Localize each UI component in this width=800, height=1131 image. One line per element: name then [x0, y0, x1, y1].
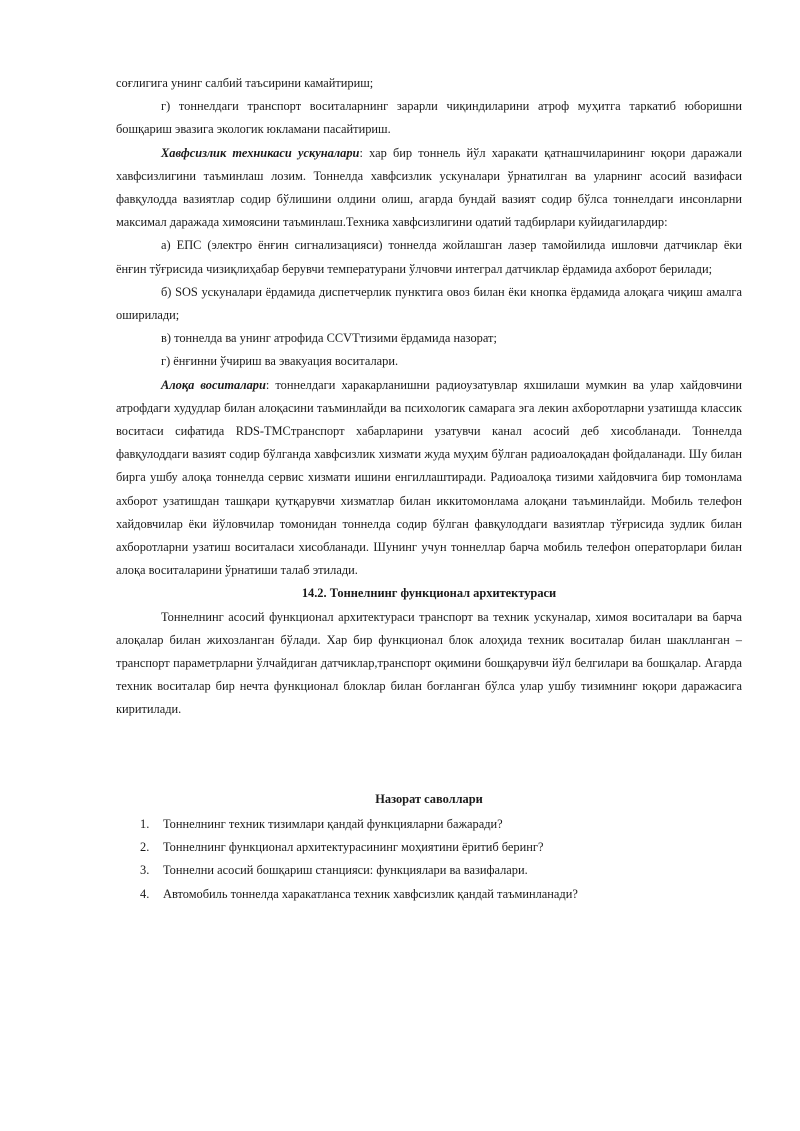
paragraph-communication	[116, 374, 742, 583]
list-item-number: 2.	[140, 840, 150, 855]
list-item-text: Тоннелни асосий бошқариш станцияси: функциялари ва вазифалари.	[163, 863, 528, 878]
paragraph-item-a-eps: а) ЕПС (электро ёнғин сигнализацияси) тоннелда жойлашган лазер тамойилида ишловчи датчиклар ёки ёнғин тўғрисида чизиқлиҳабар берувчи температурани ўлчовчи интеграл датчиклар ёрдамида ахборот берилади;	[116, 238, 742, 276]
paragraph-functional-architecture: Тоннелнинг асосий функционал архитектураси транспорт ва техник ускуналар, химоя воситалари ва барча алоқалар билан жихозланган бўлади. Хар бир функционал блок алоҳида техник воситалар билан шаклланган –транспорт параметрларни ўлчайдиган датчиклар,транспорт оқимини бошқарувчи йўл белгилари ва бошқалар. Агарда техник воситалар бир нечта функционал блоклар билан боғланган бўлса улар ушбу тизимнинг юқори даражасига киритилади.	[116, 609, 742, 717]
section-heading: 14.2. Тоннелнинг функционал архитектураси	[301, 586, 557, 601]
paragraph-item-v-ccvt: в) тоннелда ва унинг атрофида CCVTтизими ёрдамида назорат;	[161, 331, 497, 346]
paragraph-item-g-ecology: г) тоннелдаги транспорт воситаларнинг зарарли чиқиндиларини атроф муҳитга таркатиб юборишни бошқариш эвазига экологик юкламани пасайтириш.	[116, 99, 742, 137]
safety-equipment-text: : хар бир тоннель йўл харакати қатнашчиларининг юқори даражали хавфсизлигини таъминлаш лозим. Тоннелда хавфсизлик ускуналари ўрнатилган ва уларнинг асосий вазифаси фавқулодда вазиятлар содир бўлишини олдини олиш, агарда бундай вазият содир бўлса тоннелдаги инсонларни максимал даражада химоясини таъминлаш.Техника хавфсизлигини одатий тадбирлари куйидагилардир:	[116, 145, 743, 230]
list-item	[116, 836, 742, 859]
paragraph-item-b-sos: б) SOS ускуналари ёрдамида диспетчерлик пунктига овоз билан ёки кнопка ёрдамида алоқага чиқиш амалга оширилади;	[116, 284, 742, 323]
list-item-number: 4.	[140, 886, 150, 901]
list-item	[116, 859, 742, 882]
safety-equipment-term: Хавфсизлик техникаси ускуналари	[161, 145, 360, 160]
communication-term: Алоқа воситалари	[161, 377, 266, 392]
list-item	[116, 883, 742, 906]
spacer	[116, 722, 742, 788]
paragraph-item-g-fire: г) ёнғинни ўчириш ва эвакуация воситалари.	[161, 354, 399, 369]
list-item-text: Автомобиль тоннелда харакатланса техник хавфсизлик қандай таъминланади?	[163, 886, 578, 901]
list-item-text: Тоннелнинг функционал архитектурасининг моҳиятини ёритиб беринг?	[163, 840, 544, 855]
communication-text: : тоннелдаги харакарланишни радиоузатувлар яхшилаши мумкин ва улар хайдовчини атрофдаги худудлар билан алоқасини таъминлайди ва психологик самарага эга лекин ахборотларни узатишда классик воситаси сифатида RDS-TMCтранспорт хабарларини узатувчи канал асосий деб хисобланади. Тоннелда фавқулоддаги вазият содир бўлганда хавфсизлик хизмати жуда муҳим бўлган радиоалоқадан фойдаланади. Шу билан бирга ушбу алоқа тоннелда сервис хизмати ишини енгиллаштиради. Радиоалоқа тизими хайдовчига бир томонлама ахборот узатишдан ташқари қутқарувчи хизматлар билан иккитомонлама алоқани таъминлайди. Мобиль телефон хайдовчилар ёки йўловчилар томонидан тоннелда содир бўлган фавқулоддаги вазиятлар тўғрисида зудлик билан ахборотларни узатиш воситаласи хисобланади. Шунинг учун тоннеллар барча мобиль телефон операторлари билан алоқа воситаларини ўрнатиши талаб этилади.	[116, 377, 742, 578]
questions-list	[116, 813, 742, 906]
paragraph-continuation: соғлигига унинг салбий таъсирини камайтириш;	[116, 76, 374, 90]
list-item	[116, 813, 742, 836]
list-item-number: 3.	[140, 863, 150, 878]
list-item-text: Тоннелнинг техник тизимлари қандай функцияларни бажаради?	[163, 816, 503, 831]
page-content	[116, 72, 742, 906]
list-item-number: 1.	[140, 816, 150, 831]
paragraph-safety-equipment	[116, 142, 742, 235]
questions-title: Назорат саволлари	[375, 791, 483, 806]
